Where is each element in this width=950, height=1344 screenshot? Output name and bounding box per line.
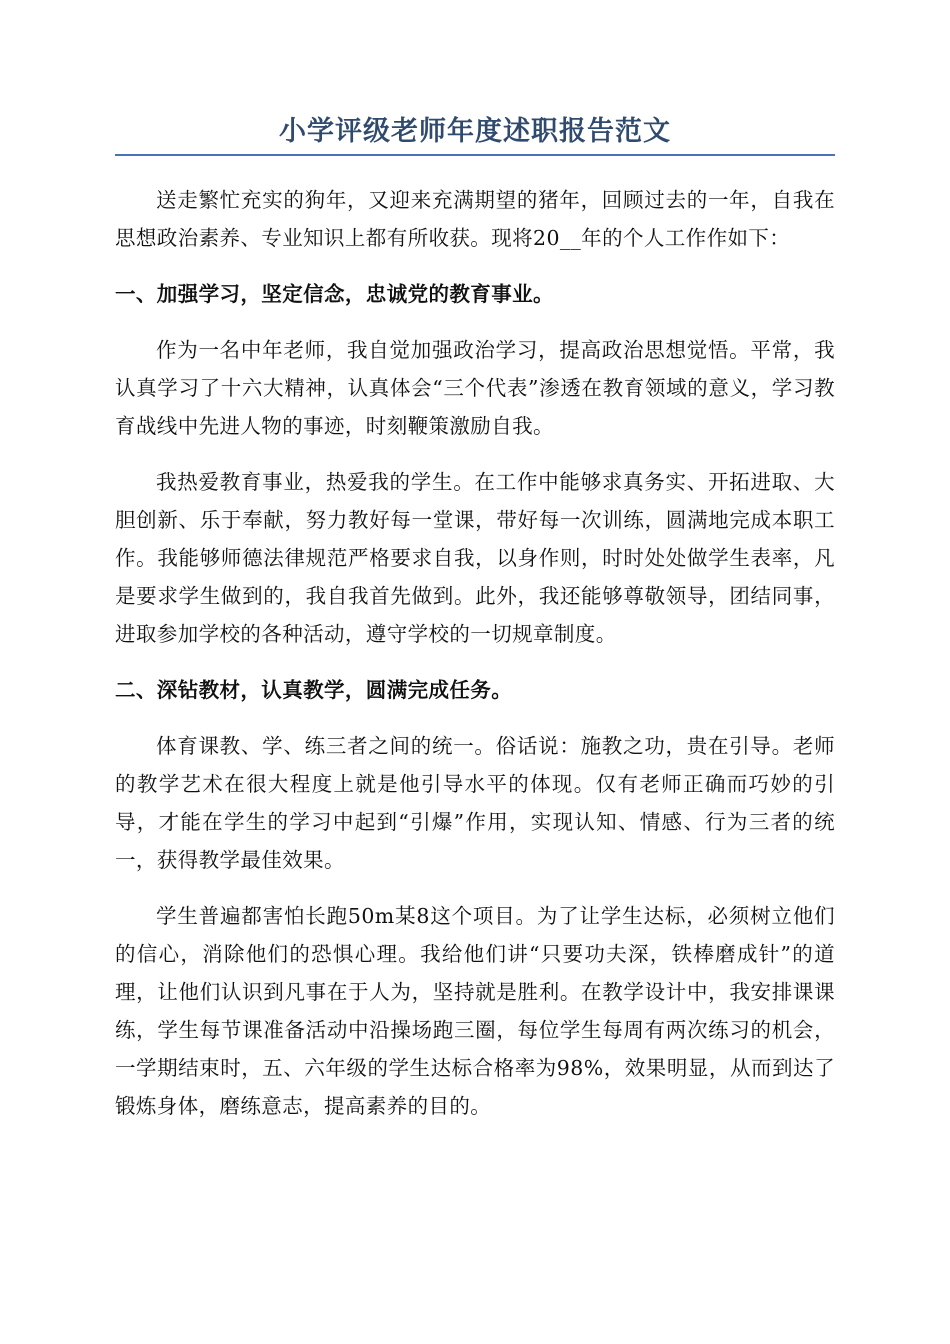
section-1-paragraph-1: 作为一名中年老师，我自觉加强政治学习，提高政治思想觉悟。平常，我认真学习了十六大精神，认真体会“三个代表”渗透在教育领域的意义，学习教育战线中先进人物的事迹，时刻鞭策激励自我。 [115, 338, 835, 438]
section-2-paragraph-2: 学生普遍都害怕长跑50m某8这个项目。为了让学生达标，必须树立他们的信心，消除他们的恐惧心理。我给他们讲“只要功夫深，铁棒磨成针”的道理，让他们认识到凡事在于人为，坚持就是胜利。在教学设计中，我安排课课练，学生每节课准备活动中沿操场跑三圈，每位学生每周有两次练习的机会，一学期结束时，五、六年级的学生达标合格率为98%，效果明显，从而到达了锻炼身体，磨练意志，提高素养的目的。 [115, 904, 835, 1118]
section-2-heading: 二、深钻教材，认真教学，圆满完成任务。 [115, 678, 513, 702]
intro-paragraph: 送走繁忙充实的狗年，又迎来充满期望的猪年，回顾过去的一年，自我在思想政治素养、专业知识上都有所收获。现将20__年的个人工作作如下： [115, 188, 835, 250]
section-1-paragraph-2: 我热爱教育事业，热爱我的学生。在工作中能够求真务实、开拓进取、大胆创新、乐于奉献，努力教好每一堂课，带好每一次训练，圆满地完成本职工作。我能够师德法律规范严格要求自我，以身作则，时时处处做学生表率，凡是要求学生做到的，我自我首先做到。此外，我还能够尊敬领导，团结同事，进取参加学校的各种活动，遵守学校的一切规章制度。 [115, 470, 835, 646]
document-body [115, 181, 835, 1125]
document-title: 小学评级老师年度述职报告范文 [115, 112, 835, 156]
section-1-heading: 一、加强学习，坚定信念，忠诚党的教育事业。 [115, 282, 554, 306]
section-2-paragraph-1: 体育课教、学、练三者之间的统一。俗话说：施教之功，贵在引导。老师的教学艺术在很大程度上就是他引导水平的体现。仅有老师正确而巧妙的引导，才能在学生的学习中起到“引爆”作用，实现认知、情感、行为三者的统一，获得教学最佳效果。 [115, 734, 835, 872]
document-page [115, 112, 835, 1143]
